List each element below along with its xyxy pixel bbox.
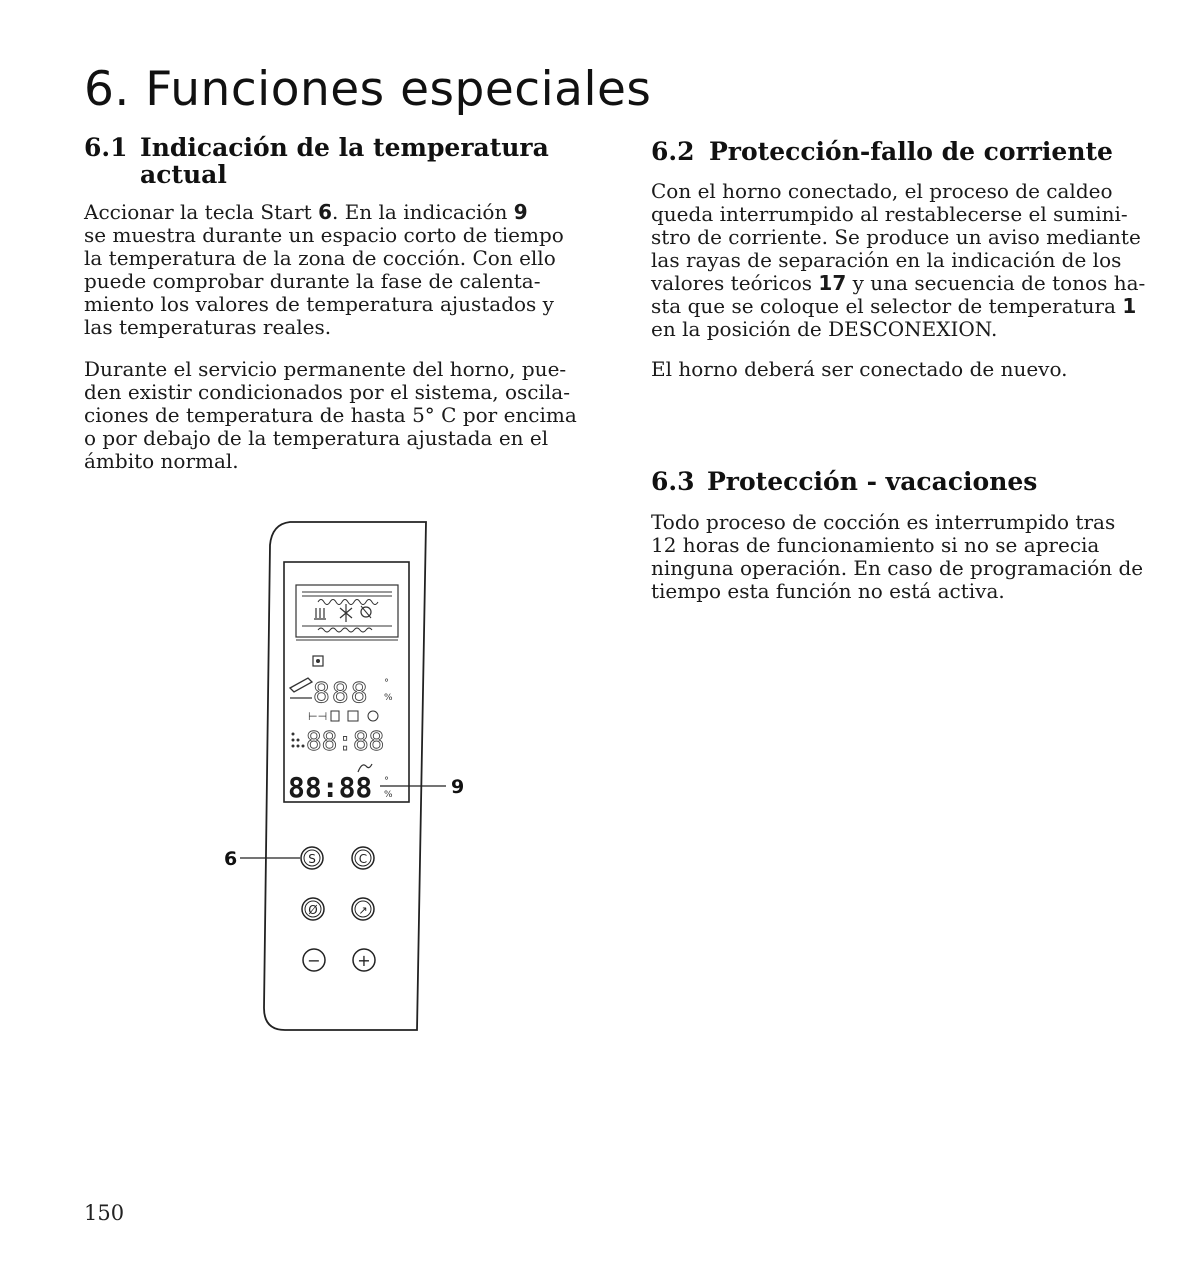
section-6-1-heading [84,133,549,163]
svg-text:°: ° [384,678,389,689]
text-run: . En la indicación [331,200,514,224]
text-run: sta que se coloque el selector de temperatura [651,294,1123,318]
ref-display: 9 [513,200,528,224]
text-run: valores teóricos [651,271,819,295]
clear-button-symbol: C [358,852,368,866]
text-line: stro de corriente. Se produce un aviso mediante [651,225,1141,249]
stop-button[interactable] [302,898,324,920]
text-line: en la posición de DESCONEXION. [651,317,998,341]
callout-6: 6 [224,848,238,870]
section-6-2-heading [651,137,1113,167]
top-heat-icon [318,600,378,605]
ref-setpoint-display: 17 [818,271,847,295]
minus-button-symbol: − [307,951,321,970]
bottom-heat-icon [302,626,392,632]
section-6-3-title: Protección - vacaciones [707,467,1038,496]
callout-9: 9 [451,776,465,798]
text-line: puede comprobar durante la fase de calenta- [84,269,541,293]
signal-dots-icon [292,733,305,748]
plus-button-symbol: + [357,951,371,970]
clear-button[interactable] [352,847,374,869]
text-run: y una secuencia de tonos ha- [846,271,1146,295]
section-6-3-paragraph [651,511,1143,603]
section-6-2-number: 6.2 [651,137,695,166]
svg-text:%: % [384,790,393,800]
text-line: las temperaturas reales. [84,315,332,339]
text-line: o por debajo de la temperatura ajustada en el [84,426,549,450]
section-6-2-paragraph-1 [651,180,1145,341]
text-line: Durante el servicio permanente del horno, pue- [84,357,567,381]
fan-icon [340,604,352,622]
text-line: Con el horno conectado, el proceso de caldeo [651,179,1113,203]
start-button[interactable] [301,847,323,869]
display-clock-digits: 88:88 [306,727,385,757]
start-button-symbol: S [308,852,316,866]
display-indicator-digits: 88:88 [288,771,373,804]
oven-control-panel-illustration [210,515,490,1040]
section-6-1-paragraph-1 [84,201,564,339]
section-6-2-paragraph-2: El horno deberá ser conectado de nuevo. [651,357,1068,381]
svg-text:°: ° [384,776,389,787]
curve-button-symbol: ↗ [358,904,368,917]
section-6-3-number: 6.3 [651,467,695,496]
svg-text:%: % [384,693,393,703]
grill-icon [314,608,326,619]
text-line: queda interrumpido al restablecerse el sumini- [651,202,1128,226]
text-line: ninguna operación. En caso de programación de [651,556,1144,580]
display-temperature-digits: 888 [313,676,370,709]
timer-icons-row [308,710,378,723]
section-6-2-title: Protección-fallo de corriente [709,137,1113,166]
meat-probe-icon [290,678,312,698]
svg-text:⊢⊣: ⊢⊣ [308,710,328,723]
text-line: den existir condicionados por el sistema, oscila- [84,380,570,404]
stop-button-symbol: Ø [308,903,318,917]
text-line: las rayas de separación en la indicación de los [651,248,1122,272]
section-6-1-paragraph-2 [84,358,577,473]
section-6-3-heading [651,467,1037,497]
text-line: se muestra durante un espacio corto de tiempo [84,223,564,247]
section-6-1-title-line2: actual [140,160,227,189]
text-line: 12 horas de funcionamiento si no se aprecia [651,533,1100,557]
page-number: 150 [84,1201,125,1225]
ref-temperature-selector: 1 [1122,294,1137,318]
hot-air-icon [361,606,371,618]
section-6-1-number: 6.1 [84,133,128,162]
curve-button[interactable] [352,898,374,920]
minus-button[interactable] [303,949,325,971]
text-line: miento los valores de temperatura ajustados y [84,292,554,316]
text-line: ámbito normal. [84,449,239,473]
text-line: tiempo esta función no está activa. [651,579,1005,603]
text-line: Todo proceso de cocción es interrumpido tras [651,510,1116,534]
text-run: Accionar la tecla Start [84,200,319,224]
page-title: 6. Funciones especiales [84,62,652,117]
text-line: ciones de temperatura de hasta 5° C por encima [84,403,577,427]
plus-button[interactable] [353,949,375,971]
text-line: la temperatura de la zona de cocción. Con ello [84,246,556,270]
ref-start-key: 6 [318,200,332,224]
section-6-1-title-line1: Indicación de la temperatura [140,133,549,162]
